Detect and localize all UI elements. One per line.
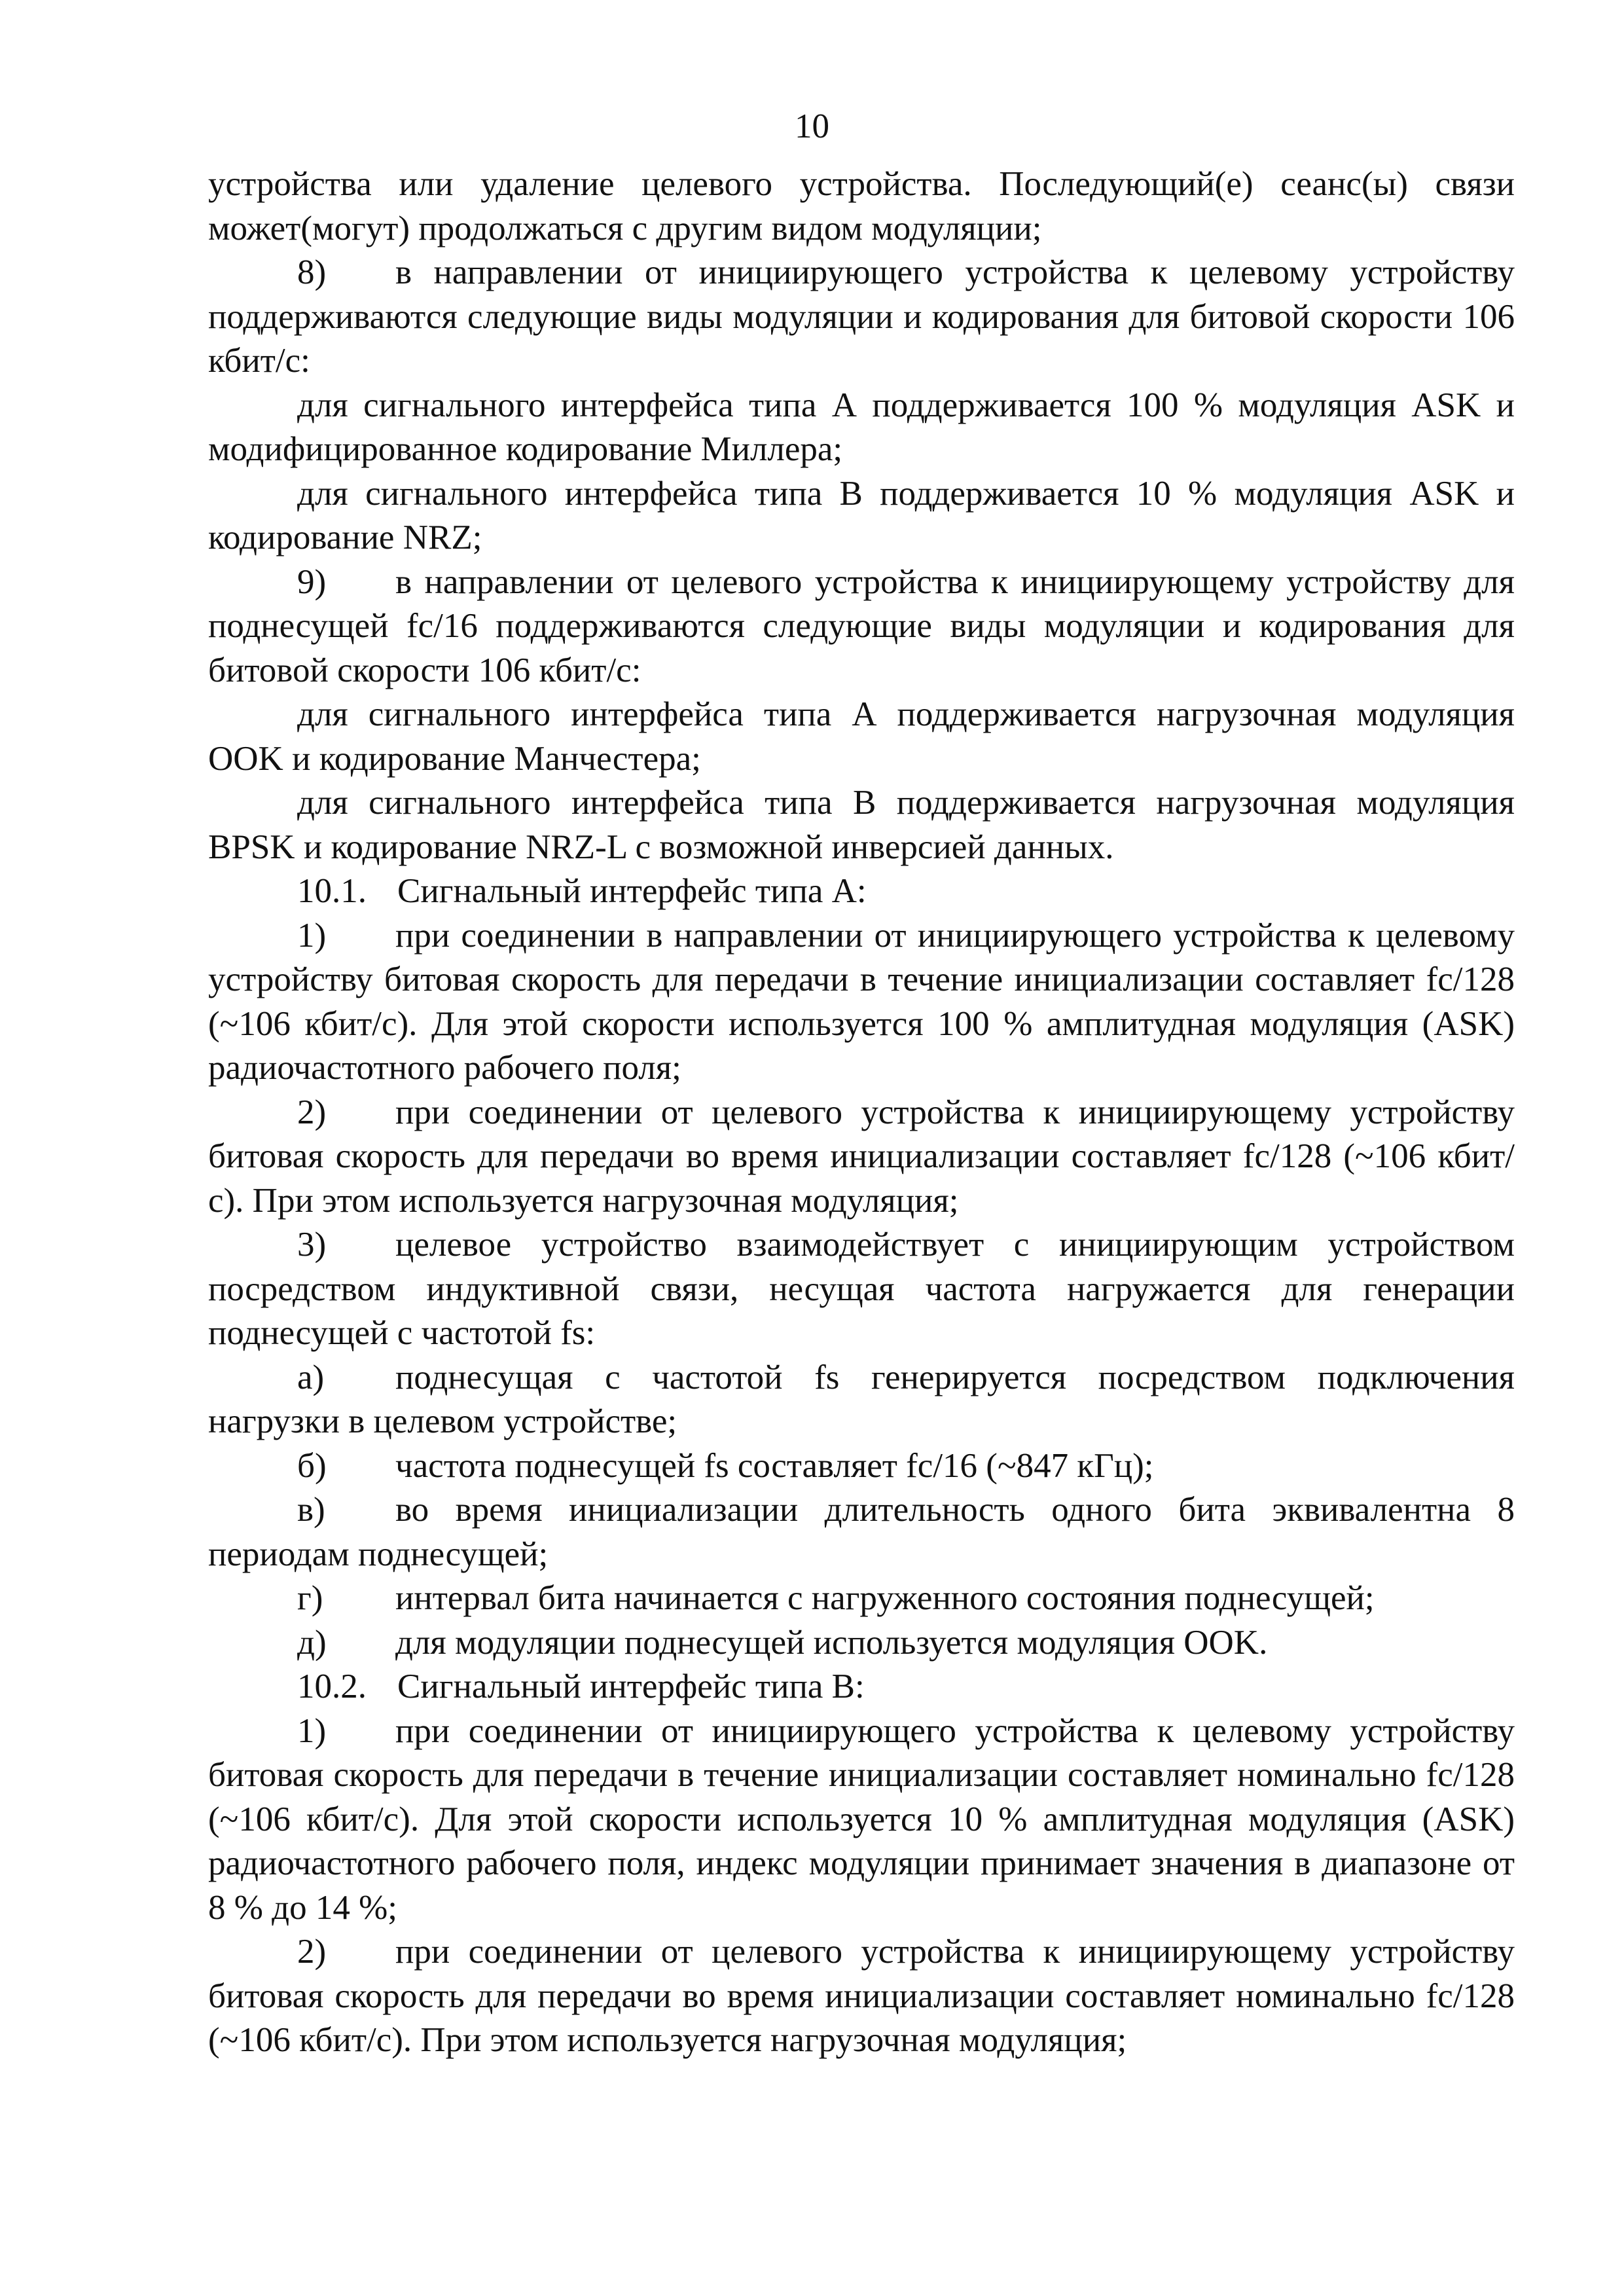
page-number: 10	[795, 107, 829, 145]
section-title: Сигнальный интерфейс типа В:	[397, 1667, 865, 1705]
list-item-2-b	[208, 1930, 1515, 2063]
paragraph-interface-b-modulation	[208, 472, 1515, 560]
list-marker: 9)	[297, 562, 327, 601]
list-marker: 2)	[297, 1093, 327, 1131]
paragraph-text: интервал бита начинается с нагруженного состояния поднесущей;	[395, 1579, 1375, 1617]
list-item-v	[208, 1488, 1515, 1576]
list-item-1	[208, 914, 1515, 1091]
list-marker: 1)	[297, 1711, 327, 1750]
paragraph-interface-b-load	[208, 781, 1515, 869]
list-item-9	[208, 560, 1515, 693]
paragraph-text: частота поднесущей fs составляет fc/16 (~847 кГц);	[395, 1446, 1154, 1485]
list-item-g	[208, 1576, 1515, 1621]
list-item-b	[208, 1444, 1515, 1489]
paragraph-text: устройства или удаление целевого устройства. Последующий(е) сеанс(ы) связи может(могут) продолжаться с другим видом модуляции;	[208, 165, 1515, 247]
list-marker: 3)	[297, 1226, 327, 1264]
list-item-d	[208, 1621, 1515, 1666]
section-number: 10.2.	[297, 1667, 367, 1705]
list-item-a	[208, 1356, 1515, 1444]
paragraph-interface-a-modulation	[208, 384, 1515, 472]
section-number: 10.1.	[297, 872, 367, 910]
list-item-8	[208, 251, 1515, 384]
paragraph-text: при соединении от целевого устройства к инициирующему устройству битовая скорость для передачи во время инициализации составляет номинально fc/128 (~106 кбит/с). При этом используется нагрузочная модуляция;	[208, 1933, 1515, 2059]
list-marker: 2)	[297, 1933, 327, 1971]
paragraph-text: для сигнального интерфейса типа В поддерживается 10 % модуляция ASK и кодирование NRZ;	[208, 474, 1515, 556]
paragraph-text: в направлении от целевого устройства к инициирующему устройству для поднесущей fc/16 поддерживаются следующие виды модуляции и кодирования для битовой скорости 106 кбит/с:	[208, 562, 1515, 689]
section-title: Сигнальный интерфейс типа А:	[397, 872, 867, 910]
list-marker: 8)	[297, 253, 327, 291]
paragraph-text: при соединении от инициирующего устройства к целевому устройству битовая скорость для передачи в течение инициализации составляет номинально fc/128 (~106 кбит/с). Для этой скорости используется 10 % амплитудная модуляция (ASK) радиочастотного рабочего поля, индекс модуляции принимает значения в диапазоне от 8 % до 14 %;	[208, 1711, 1515, 1927]
paragraph-text: для сигнального интерфейса типа А поддерживается 100 % модуляция ASK и модифицированное кодирование Миллера;	[208, 386, 1515, 468]
paragraph-text: для модуляции поднесущей используется модуляция OOK.	[395, 1623, 1268, 1662]
section-heading-10-1	[208, 869, 1515, 914]
list-marker: д)	[297, 1623, 327, 1662]
list-marker: 1)	[297, 916, 327, 955]
paragraph-text: при соединении в направлении от инициирующего устройства к целевому устройству битовая скорость для передачи в течение инициализации составляет fc/128 (~106 кбит/с). Для этой скорости используется 100 % амплитудная модуляция (ASK) радиочастотного рабочего поля;	[208, 916, 1515, 1087]
paragraph-text: в направлении от инициирующего устройства к целевому устройству поддерживаются следующие виды модуляции и кодирования для битовой скорости 106 кбит/с:	[208, 253, 1515, 380]
section-heading-10-2	[208, 1665, 1515, 1709]
paragraph-interface-a-load	[208, 693, 1515, 781]
list-item-2	[208, 1091, 1515, 1224]
list-item-3	[208, 1223, 1515, 1356]
paragraph-text: при соединении от целевого устройства к инициирующему устройству битовая скорость для передачи во время инициализации составляет fc/128 (~106 кбит/с). При этом используется нагрузочная модуляция;	[208, 1093, 1515, 1220]
paragraph-text: для сигнального интерфейса типа А поддерживается нагрузочная модуляция OOK и кодирование Манчестера;	[208, 695, 1515, 778]
list-marker: а)	[297, 1358, 325, 1396]
paragraph-text: для сигнального интерфейса типа В поддерживается нагрузочная модуляция BPSK и кодирование NRZ-L с возможной инверсией данных.	[208, 784, 1515, 866]
list-marker: б)	[297, 1446, 327, 1485]
paragraph-text: во время инициализации длительность одного бита эквивалентна 8 периодам поднесущей;	[208, 1491, 1515, 1573]
list-marker: в)	[297, 1491, 325, 1529]
list-marker: г)	[297, 1579, 323, 1617]
paragraph-continuation	[208, 162, 1515, 251]
list-item-1-b	[208, 1709, 1515, 1931]
document-body	[208, 162, 1515, 2063]
paragraph-text: целевое устройство взаимодействует с инициирующим устройством посредством индуктивной связи, несущая частота нагружается для генерации поднесущей с частотой fs:	[208, 1226, 1515, 1352]
paragraph-text: поднесущая с частотой fs генерируется посредством подключения нагрузки в целевом устройстве;	[208, 1358, 1515, 1440]
